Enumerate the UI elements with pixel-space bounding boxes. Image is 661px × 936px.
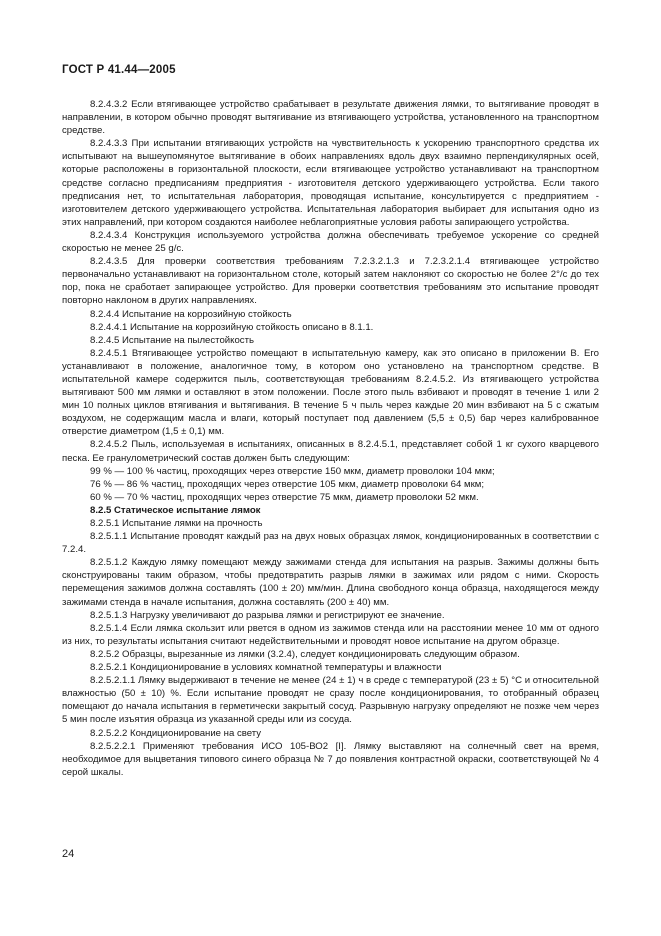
- paragraph: 8.2.5.2.2.1 Применяют требования ИСО 105-ВО2 [I]. Лямку выставляют на солнечный свет на время, необходимое для выцветания типового синего образца № 7 до появления контрастной окраски, соответствующей № 4 серой шкалы.: [62, 740, 599, 778]
- paragraph: 8.2.4.3.2 Если втягивающее устройство срабатывает в результате движения лямки, то вытягивание проводят в направлении, в котором обычно проводят вытягивание из втягивающего устройства, установленного на транспортном средстве.: [62, 99, 599, 137]
- document-header: ГОСТ Р 41.44—2005: [62, 64, 176, 76]
- paragraph: 8.2.5.2.1 Кондиционирование в условиях комнатной температуры и влажности: [90, 662, 442, 674]
- paragraph: 8.2.4.5 Испытание на пылестойкость: [90, 334, 254, 346]
- paragraph: 8.2.5.1 Испытание лямки на прочность: [90, 518, 263, 529]
- paragraph: 8.2.4.3.5 Для проверки соответствия требованиям 7.2.3.2.1.3 и 7.2.3.2.1.4 втягивающее устройство первоначально устанавливают на горизонтальном столе, который затем наклоняют со скоростью не более 2°/с до тех пор, пока не сработает запирающее устройство. Для проверки соответствия требованиям это испытание проводят повторно наклоном в других направлениях.: [62, 256, 599, 307]
- paragraph: 8.2.5.1.2 Каждую лямку помещают между зажимами стенда для испытания на разрыв. Зажимы должны быть сконструированы таким образом, чтобы предотвратить разрыв лямки в зажимах или рядом с ними. Скорость перемещения зажимов должна составлять (100 ± 20) мм/мин. Длина свободного конца образца, находящегося между зажимами стенда в начале испытания, должна составлять (200 ± 40) мм.: [62, 557, 599, 608]
- paragraph: 8.2.5.1.4 Если лямка скользит или рвется в одном из зажимов стенда или на расстоянии менее 10 мм от одного из них, то результаты испытания считают недействительными и проводят новое испытание на другом образце.: [62, 622, 599, 647]
- paragraph: 8.2.4.3.3 При испытании втягивающих устройств на чувствительность к ускорению транспортного средства их испытывают на вышеупомянутое вытягивание в обоих направлениях вдоль двух взаимно перпендикулярных осей, которые расположены в горизонтальной плоскости, если втягивающее устройство устанавливают на транспортном средстве согласно предписаниям предприятия - изготовителя детского удерживающего устройства. Если такого предписания нет, то испытательная лаборатория, проводящая испытание, консультируется с предприятием - изготовителем детского удерживающего устройства. Испытательная лаборатория выбирает для испытания одно из этих направлений, при котором создаются наиболее неблагоприятные условия работы запирающего устройства.: [62, 138, 599, 228]
- paragraph: 8.2.4.5.2 Пыль, используемая в испытаниях, описанных в 8.2.4.5.1, представляет собой 1 кг сухого кварцевого песка. Ее гранулометрический состав должен быть следующим:: [62, 439, 599, 464]
- list-item: 99 % — 100 % частиц, проходящих через отверстие 150 мкм, диаметр проволоки 104 мкм;: [90, 465, 495, 477]
- list-item: 60 % — 70 % частиц, проходящих через отверстие 75 мкм, диаметр проволоки 52 мкм.: [90, 491, 479, 503]
- page-number: 24: [62, 848, 75, 860]
- paragraph: 8.2.5.2.2 Кондиционирование на свету: [90, 727, 262, 739]
- list-item: 76 % — 86 % частиц, проходящих через отверстие 105 мкм, диаметр проволоки 64 мкм;: [90, 478, 485, 490]
- paragraph: 8.2.5.1.1 Испытание проводят каждый раз на двух новых образцах лямок, кондиционированных в соответствии с 7.2.4.: [62, 531, 599, 556]
- paragraph: 8.2.5.2 Образцы, вырезанные из лямки (3.2.4), следует кондиционировать следующим образом.: [90, 648, 520, 660]
- paragraph: 8.2.4.5.1 Втягивающее устройство помещают в испытательную камеру, как это описано в приложении В. Его устанавливают в положение, аналогичное тому, в котором оно установлено на транспортном средстве. В испытательной камере содержится пыль, соответствующая требованиям 8.2.4.5.2. Из втягивающего устройства вытягивают 500 мм лямки и оставляют в этом положении. После этого пыль взбивают и проводят в течение 1 или 2 мин 10 полных циклов втягивания и вытягивания. В течение 5 ч пыль через каждые 20 мин взбивают на 5 с сжатым воздухом, не содержащим масла и влаги, который поступает под давлением (5,5 ± 0,5) бар через калиброванное отверстие диаметром (1,5 ± 0,1) мм.: [62, 347, 599, 438]
- paragraph: 8.2.4.3.4 Конструкция используемого устройства должна обеспечивать требуемое ускорение со средней скоростью не менее 25 g/c.: [62, 229, 599, 255]
- document-body: [62, 98, 599, 779]
- paragraph: 8.2.5.1.3 Нагрузку увеличивают до разрыва лямки и регистрируют ее значение.: [90, 609, 445, 621]
- paragraph: 8.2.4.4 Испытание на коррозийную стойкость: [90, 308, 292, 320]
- paragraph: 8.2.4.4.1 Испытание на коррозийную стойкость описано в 8.1.1.: [90, 321, 374, 333]
- paragraph: 8.2.5.2.1.1 Лямку выдерживают в течение не менее (24 ± 1) ч в среде с температурой (23 ± 5) °С и относительной влажностью (50 ± 10) %. Если испытание проводят не сразу после кондиционирования, то отобранный образец помещают до начала испытания в герметически закрытый сосуд. Разрывную нагрузку определяют не позже чем через 5 мин после изъятия образца из указанной среды или из сосуда.: [62, 675, 599, 726]
- section-heading: 8.2.5 Статическое испытание лямок: [90, 504, 261, 516]
